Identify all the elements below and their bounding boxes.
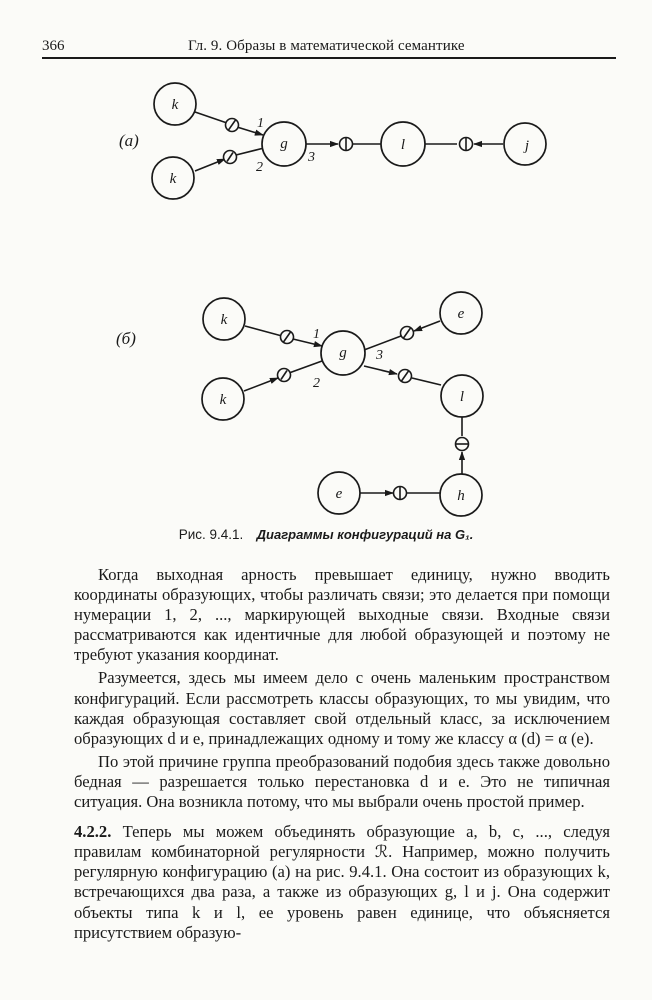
node-h: h [457, 488, 465, 504]
page-number: 366 [42, 38, 65, 54]
paragraph-2: Разумеется, здесь мы имеем дело с очень маленьким пространством конфигураций. Если рассмотреть классы образующих, то мы увидим, что каждая образующая составляет свой отдельный класс, за исключением образующих d и e, принадлежащих одному и тому же классу α (d) = α (e). [74, 668, 610, 748]
node-k-1: k [171, 97, 179, 113]
node-g: g [280, 136, 288, 152]
paragraph-1: Когда выходная арность превышает единицу, нужно вводить координаты образующих, чтобы различать связи; это делается при помощи нумерации 1, 2, ..., маркирующей выходные связи. Входные связи рассматриваются как идентичные для любой образующей и поэтому не требуют указания координат. [74, 565, 610, 665]
bond-number-1: 1 [313, 327, 320, 342]
section-paragraph [74, 822, 610, 943]
running-title: Гл. 9. Образы в математической семантике [188, 38, 465, 54]
node-e-2: e [335, 486, 343, 502]
node-l: l [400, 137, 406, 153]
node-l: l [459, 389, 465, 405]
node-e-1: e [457, 306, 465, 322]
bond-number-1: 1 [257, 116, 264, 131]
section-number: 4.2.2. [74, 822, 112, 842]
section-text: Теперь мы можем объединять образующие a, b, c, ..., следуя правилам комбинаторной регулярности ℛ. Например, можно получить регулярную конфигурацию (a) на рис. 9.4.1. Она состоит из образующих k, встречающихся два раза, а также из образующих g, l и j. Она содержит объекты типа k и l, ее уровень равен единице, что объясняется присутствием образую- [74, 822, 611, 942]
node-g: g [339, 345, 347, 361]
node-k-1: k [220, 312, 228, 328]
panel-b-label: (б) [116, 329, 136, 348]
page-header [42, 36, 616, 58]
bond-number-3: 3 [376, 348, 383, 363]
configuration-diagrams [0, 60, 652, 520]
header-rule [42, 57, 616, 59]
node-k-2: k [169, 171, 177, 187]
caption-text: Диаграммы конфигураций на G₁. [256, 527, 474, 542]
body-text [74, 565, 610, 943]
node-j: j [524, 138, 530, 154]
panel-b-nodes [202, 292, 483, 516]
paragraph-3: По этой причине группа преобразований подобия здесь также довольно бедная — разрешается только перестановка d и e. Это не типичная ситуация. Она возникла потому, что мы выбрали очень простой пример. [74, 751, 610, 812]
caption-ref: Рис. 9.4.1. [178, 527, 244, 542]
panel-a-label: (a) [119, 131, 139, 150]
panel-b-bond-markers [278, 327, 469, 500]
figure-caption [0, 527, 652, 543]
node-k-2: k [219, 392, 227, 408]
bond-number-3: 3 [308, 150, 315, 165]
bond-number-2: 2 [313, 376, 320, 391]
bond-number-2: 2 [256, 160, 263, 175]
